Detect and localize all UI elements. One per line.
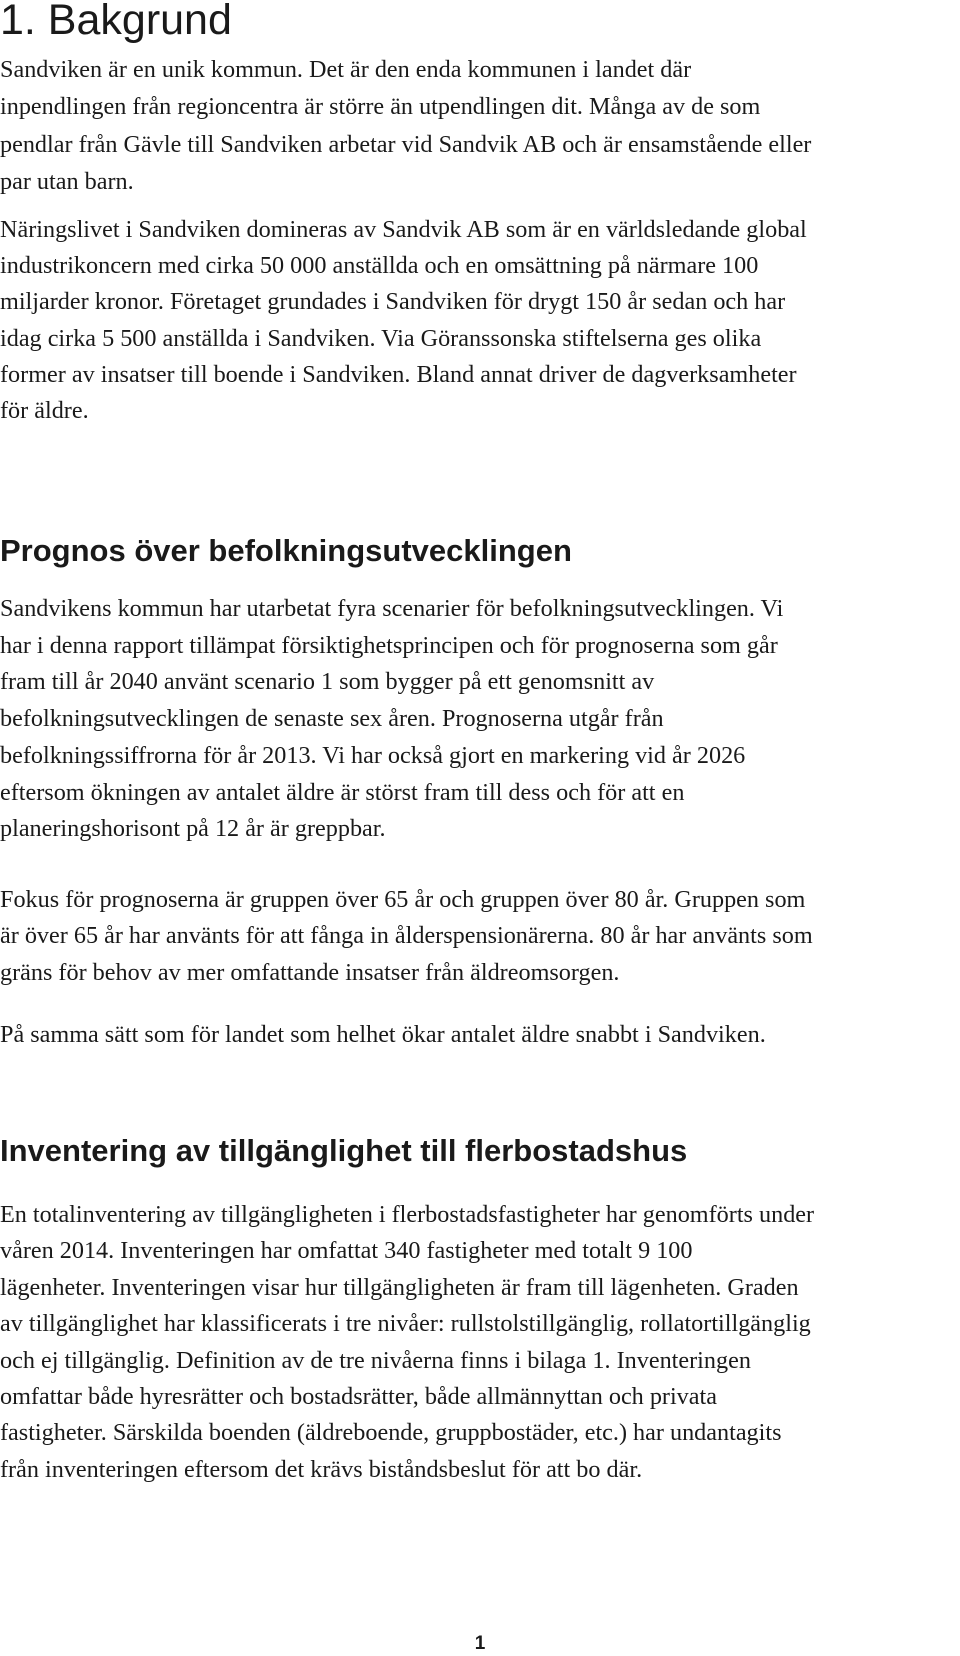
text-line: har i denna rapport tillämpat försiktighetsprincipen och för prognoserna som går <box>0 631 778 659</box>
paragraph-prognos-3 <box>0 1017 766 1053</box>
paragraph-bakgrund-2 <box>0 212 807 429</box>
text-line: gräns för behov av mer omfattande insatser från äldreomsorgen. <box>0 958 620 986</box>
text-line: Fokus för prognoserna är gruppen över 65 år och gruppen över 80 år. Gruppen som <box>0 886 806 913</box>
text-line: inpendlingen från regioncentra är större än utpendlingen dit. Många av de som <box>0 93 761 121</box>
paragraph-inventering-1 <box>0 1197 814 1488</box>
text-line: är över 65 år har använts för att fånga in ålderspensionärerna. 80 år har använts som <box>0 922 813 950</box>
text-line: På samma sätt som för landet som helhet ökar antalet äldre snabbt i Sandviken. <box>0 1021 766 1048</box>
text-line: En totalinventering av tillgängligheten i flerbostadsfastigheter har genomförts under <box>0 1201 815 1228</box>
text-line: våren 2014. Inventeringen har omfattat 340 fastigheter med totalt 9 100 <box>0 1237 693 1265</box>
text-line: eftersom ökningen av antalet äldre är störst fram till dess och för att en <box>0 778 685 806</box>
text-line: Näringslivet i Sandviken domineras av Sandvik AB som är en världsledande global <box>0 216 807 243</box>
text-line: fastigheter. Särskilda boenden (äldreboende, gruppbostäder, etc.) har undantagits <box>0 1419 782 1447</box>
text-line: befolkningsutvecklingen de senaste sex åren. Prognoserna utgår från <box>0 705 664 733</box>
text-line: befolkningssiffrorna för år 2013. Vi har också gjort en markering vid år 2026 <box>0 741 746 769</box>
paragraph-prognos-1 <box>0 591 783 848</box>
text-line: idag cirka 5 500 anställda i Sandviken. Via Göranssonska stiftelserna ges olika <box>0 324 762 352</box>
text-line: planeringshorisont på 12 år är greppbar. <box>0 815 386 843</box>
paragraph-bakgrund-1 <box>0 51 811 200</box>
text-line: pendlar från Gävle till Sandviken arbetar vid Sandvik AB och är ensamstående eller <box>0 130 812 158</box>
text-line: Sandviken är en unik kommun. Det är den enda kommunen i landet där <box>0 56 692 83</box>
text-line: industrikoncern med cirka 50 000 anställda och en omsättning på närmare 100 <box>0 252 759 280</box>
text-line: miljarder kronor. Företaget grundades i Sandviken för drygt 150 år sedan och har <box>0 288 786 316</box>
text-line: par utan barn. <box>0 167 134 195</box>
paragraph-prognos-2 <box>0 882 813 991</box>
text-line: av tillgänglighet har klassificerats i tre nivåer: rullstolstillgänglig, rollatortillgänglig <box>0 1310 811 1338</box>
section-heading-inventering: Inventering av tillgänglighet till flerbostadshus <box>0 1133 688 1168</box>
text-line: för äldre. <box>0 397 89 425</box>
section-heading-bakgrund: 1. Bakgrund <box>0 0 232 44</box>
text-line: fram till år 2040 använt scenario 1 som bygger på ett genomsnitt av <box>0 668 655 696</box>
text-line: och ej tillgänglig. Definition av de tre nivåerna finns i bilaga 1. Inventeringen <box>0 1346 751 1374</box>
text-line: former av insatser till boende i Sandviken. Bland annat driver de dagverksamheter <box>0 360 797 388</box>
text-line: Sandvikens kommun har utarbetat fyra scenarier för befolkningsutvecklingen. Vi <box>0 595 784 622</box>
text-line: lägenheter. Inventeringen visar hur tillgängligheten är fram till lägenheten. Graden <box>0 1273 799 1301</box>
page-number: 1 <box>474 1633 486 1654</box>
text-line: från inventeringen eftersom det krävs biståndsbeslut för att bo där. <box>0 1455 643 1483</box>
text-line: omfattar både hyresrätter och bostadsrätter, både allmännyttan och privata <box>0 1383 717 1411</box>
section-heading-prognos: Prognos över befolkningsutvecklingen <box>0 533 572 568</box>
